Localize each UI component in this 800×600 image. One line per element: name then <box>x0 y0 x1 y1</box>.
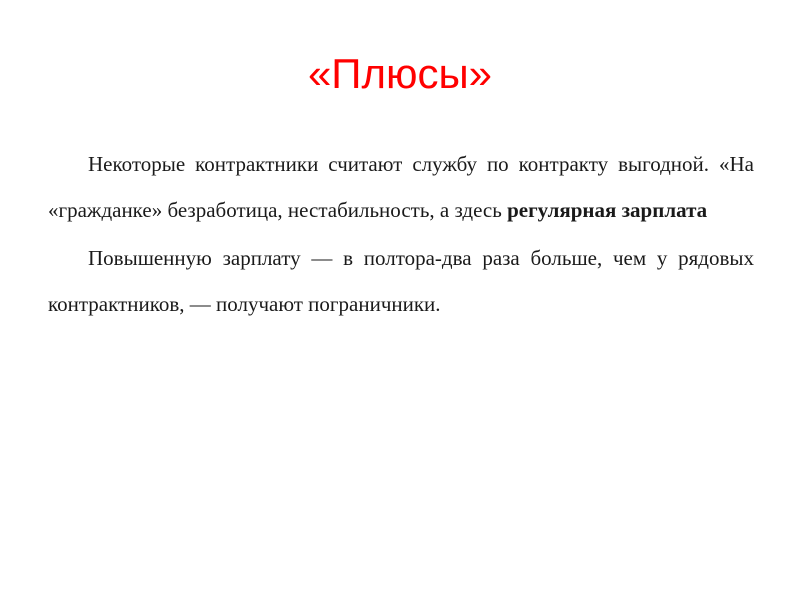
paragraph-contract-benefits <box>48 142 754 233</box>
paragraph-text: Некоторые контрактники считают службу по контракту выгодной. «На «гражданке» безработица, нестабильность, а здесь <box>48 152 754 222</box>
paragraph-text: Повышенную зарплату — в полтора-два раза больше, чем у рядовых контрактников, — получают пограничники. <box>48 246 754 316</box>
emphasis-regular-salary: регулярная зарплата <box>507 197 708 222</box>
paragraph-border-guards <box>48 236 754 327</box>
slide-title: «Плюсы» <box>307 50 493 97</box>
slide-body <box>48 142 754 330</box>
